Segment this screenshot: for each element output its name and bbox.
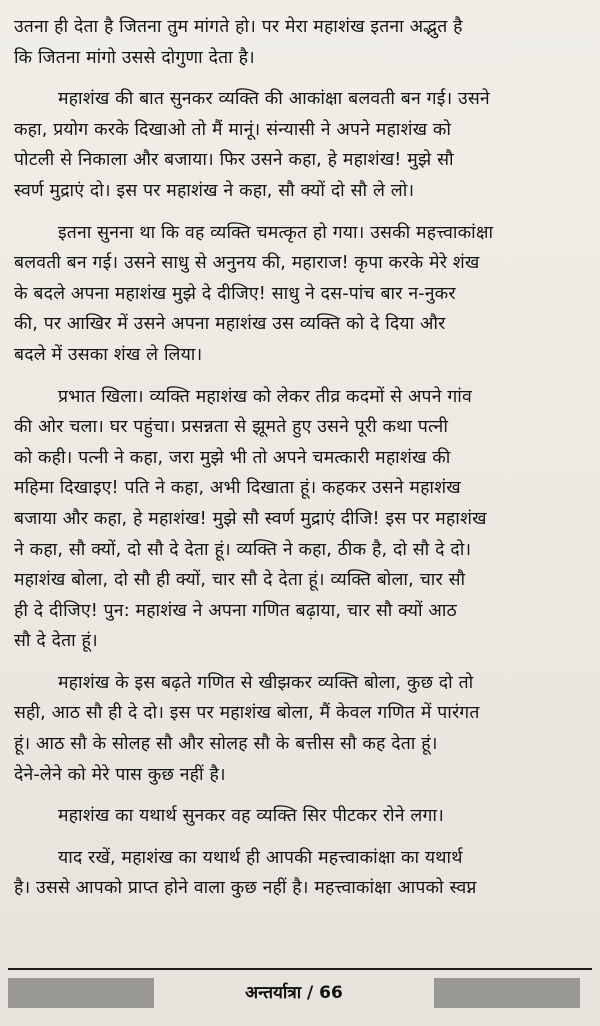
paragraph-4 <box>14 382 588 657</box>
text-line: बदले में उसका शंख ले लिया। <box>14 344 203 365</box>
text-line: हूं। आठ सौ के सोलह सौ और सोलह सौ के बत्तीस सौ कह देता हूं। <box>14 734 438 755</box>
text-line: है। उससे आपको प्राप्त होने वाला कुछ नहीं है। महत्त्वाकांक्षा आपको स्वप्न <box>14 878 477 899</box>
paragraph-3 <box>14 218 588 371</box>
paragraph-1 <box>14 12 588 73</box>
text-line: कि जितना मांगो उससे दोगुणा देता है। <box>14 47 255 68</box>
text-line: महाशंख की बात सुनकर व्यक्ति की आकांक्षा बलवती बन गई। उसने <box>58 89 490 110</box>
text-line: ने कहा, सौ क्यों, दो सौ दे देता हूं। व्यक्ति ने कहा, ठीक है, दो सौ दे दो। <box>14 539 472 560</box>
text-line: बजाया और कहा, हे महाशंख! मुझे सौ स्वर्ण मुद्राएं दीजि! इस पर महाशंख <box>14 508 487 529</box>
text-line: देने-लेने को मेरे पास कुछ नहीं है। <box>14 764 226 785</box>
page-number: 66 <box>319 983 343 1003</box>
text-line: महाशंख के इस बढ़ते गणित से खीझकर व्यक्ति बोला, कुछ दो तो <box>58 672 474 693</box>
text-line: उतना ही देता है जितना तुम मांगते हो। पर मेरा महाशंख इतना अद्भुत है <box>14 17 463 37</box>
text-line: सौ दे देता हूं। <box>14 631 98 652</box>
footer-separator: / <box>307 983 314 1003</box>
text-line: सही, आठ सौ ही दे दो। इस पर महाशंख बोला, मैं केवल गणित में पारंगत <box>14 703 480 724</box>
text-line: महाशंख बोला, दो सौ ही क्यों, चार सौ दे देता हूं। व्यक्ति बोला, चार सौ <box>14 570 466 591</box>
footer-decor-left <box>8 978 154 1008</box>
footer-decor-right <box>434 978 580 1008</box>
text-line: ही दे दीजिए! पुन: महाशंख ने अपना गणित बढ़ाया, चार सौ क्यों आठ <box>14 600 457 621</box>
text-line: पोटली से निकाला और बजाया। फिर उसने कहा, हे महाशंख! मुझे सौ <box>14 150 454 171</box>
text-line: महिमा दिखाइए! पति ने कहा, अभी दिखाता हूं। कहकर उसने महाशंख <box>14 478 461 499</box>
text-line: बलवती बन गई। उसने साधु से अनुनय की, महाराज! कृपा करके मेरे शंख <box>14 253 480 274</box>
text-line: प्रभात खिला। व्यक्ति महाशंख को लेकर तीव्र कदमों से अपने गांव <box>58 386 472 407</box>
paragraph-2 <box>14 84 588 206</box>
running-footer <box>154 980 434 1003</box>
text-line: महाशंख का यथार्थ सुनकर वह व्यक्ति सिर पीटकर रोने लगा। <box>58 806 444 827</box>
text-line: इतना सुनना था कि वह व्यक्ति चमत्कृत हो गया। उसकी महत्त्वाकांक्षा <box>58 222 494 243</box>
text-line: के बदले अपना महाशंख मुझे दे दीजिए! साधु ने दस-पांच बार न-नुकर <box>14 283 456 304</box>
book-title: अन्तर्यात्रा <box>245 983 302 1003</box>
footer-divider <box>8 968 592 970</box>
text-line: को कही। पत्नी ने कहा, जरा मुझे भी तो अपने चमत्कारी महाशंख की <box>14 447 451 468</box>
paragraph-5 <box>14 668 588 790</box>
text-line: स्वर्ण मुद्राएं दो। इस पर महाशंख ने कहा, सौ क्यों दो सौ ले लो। <box>14 180 415 201</box>
paragraph-7 <box>14 843 588 904</box>
text-line: याद रखें, महाशंख का यथार्थ ही आपकी महत्त्वाकांक्षा का यथार्थ <box>58 847 463 868</box>
text-line: की, पर आखिर में उसने अपना महाशंख उस व्यक्ति को दे दिया और <box>14 314 446 335</box>
text-line: की ओर चला। घर पहुंचा। प्रसन्नता से झूमते हुए उसने पूरी कथा पत्नी <box>14 417 449 438</box>
text-line: कहा, प्रयोग करके दिखाओ तो मैं मानूं। संन्यासी ने अपने महाशंख को <box>14 119 452 140</box>
body-text <box>14 12 588 904</box>
paragraph-6 <box>14 801 588 832</box>
